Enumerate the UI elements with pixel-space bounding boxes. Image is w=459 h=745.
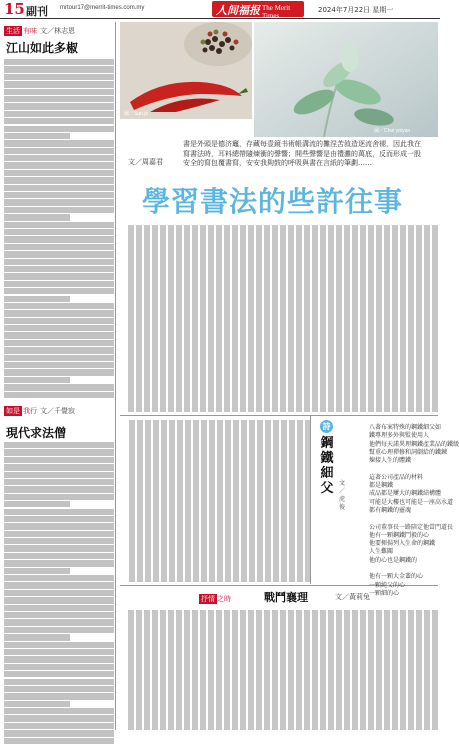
text-line bbox=[4, 486, 114, 492]
text-line bbox=[4, 259, 114, 265]
text-line bbox=[4, 392, 114, 398]
text-column bbox=[328, 610, 334, 730]
poem-icon: 詩 bbox=[320, 420, 333, 433]
section-name: 副刊 bbox=[26, 5, 48, 18]
poem-line: 可能是大樓也可能是一座高水道 bbox=[369, 498, 454, 506]
text-line bbox=[4, 627, 114, 633]
text-line bbox=[4, 457, 114, 463]
text-column bbox=[312, 225, 318, 412]
text-column bbox=[128, 225, 134, 412]
text-column bbox=[153, 420, 159, 582]
poem-line: 他有一顆鋼鐵鬥毅的心 bbox=[369, 531, 430, 539]
article1-byline: 文／林志恩 bbox=[40, 27, 75, 35]
text-column bbox=[424, 610, 430, 730]
text-line bbox=[4, 281, 114, 287]
text-column bbox=[265, 420, 271, 582]
text-line bbox=[4, 523, 114, 529]
text-column bbox=[185, 420, 191, 582]
text-line bbox=[4, 303, 114, 309]
article1-title: 江山如此多椒 bbox=[6, 41, 79, 55]
text-column bbox=[168, 225, 174, 412]
text-column bbox=[400, 610, 406, 730]
text-line bbox=[4, 81, 114, 87]
text-column bbox=[320, 225, 326, 412]
text-column bbox=[200, 225, 206, 412]
text-column bbox=[208, 610, 214, 730]
text-column bbox=[152, 610, 158, 730]
poem-line: 幫重心理禪修和詞劇給的鐵鍊 bbox=[369, 448, 448, 456]
issue-date: 2024年7月22日 星期一 bbox=[318, 6, 394, 14]
text-line bbox=[4, 545, 114, 551]
text-line bbox=[4, 236, 114, 242]
plant-photo bbox=[254, 22, 438, 137]
text-line bbox=[4, 325, 114, 331]
text-line bbox=[4, 377, 70, 383]
left-column bbox=[4, 22, 116, 730]
text-column bbox=[344, 225, 350, 412]
text-line bbox=[4, 464, 114, 470]
text-line bbox=[4, 679, 114, 685]
text-line bbox=[4, 133, 70, 139]
text-column bbox=[352, 225, 358, 412]
text-column bbox=[336, 610, 342, 730]
text-line bbox=[4, 273, 114, 279]
text-column bbox=[169, 420, 175, 582]
text-column bbox=[176, 225, 182, 412]
poem-title: 鋼鐵細父 bbox=[320, 436, 334, 496]
text-column bbox=[408, 225, 414, 412]
text-column bbox=[248, 225, 254, 412]
text-line bbox=[4, 111, 114, 117]
text-line bbox=[4, 155, 114, 161]
text-line bbox=[4, 605, 114, 611]
text-column bbox=[184, 225, 190, 412]
text-column bbox=[249, 420, 255, 582]
poem-line: 一顆細的心 bbox=[369, 589, 400, 597]
contact-email[interactable]: mrtour17@merrit-times.com.my bbox=[60, 5, 145, 11]
text-column bbox=[272, 610, 278, 730]
text-line bbox=[4, 442, 114, 448]
text-column bbox=[376, 225, 382, 412]
text-line bbox=[4, 126, 114, 132]
text-line bbox=[4, 738, 114, 744]
text-column bbox=[144, 225, 150, 412]
article1-kicker: 生活 有味 文／林志恩 bbox=[6, 27, 75, 35]
article2-kicker: 如是 我行 文／千覺寂 bbox=[6, 407, 75, 415]
text-line bbox=[4, 701, 70, 707]
text-column bbox=[288, 610, 294, 730]
poem-line: 煉接人生的體鐵 bbox=[369, 457, 412, 465]
text-line bbox=[4, 384, 114, 390]
poem-byline: 文／虎俊 bbox=[339, 480, 346, 511]
text-line bbox=[4, 251, 114, 257]
text-line bbox=[4, 449, 114, 455]
text-line bbox=[4, 369, 114, 375]
article3-byline: 文／黃莉兔 bbox=[335, 593, 370, 601]
text-column bbox=[392, 610, 398, 730]
text-line bbox=[4, 170, 114, 176]
text-column bbox=[336, 225, 342, 412]
text-column bbox=[217, 420, 223, 582]
text-column bbox=[416, 610, 422, 730]
text-line bbox=[4, 715, 114, 721]
text-column bbox=[257, 420, 263, 582]
text-column bbox=[256, 225, 262, 412]
article3-kicker: 抒情 之時 bbox=[201, 595, 231, 603]
text-line bbox=[4, 96, 114, 102]
text-column bbox=[296, 225, 302, 412]
text-column bbox=[432, 225, 438, 412]
text-column bbox=[201, 420, 207, 582]
text-line bbox=[4, 634, 70, 640]
article2-title: 現代求法僧 bbox=[6, 426, 67, 440]
text-column bbox=[352, 610, 358, 730]
text-column bbox=[400, 225, 406, 412]
text-line bbox=[4, 162, 114, 168]
logo-chinese: 人间福报 bbox=[216, 4, 260, 17]
text-column bbox=[384, 610, 390, 730]
text-column bbox=[193, 420, 199, 582]
text-line bbox=[4, 723, 114, 729]
page-number: 15 bbox=[4, 0, 25, 18]
text-column bbox=[176, 610, 182, 730]
pepper-photo bbox=[120, 22, 252, 119]
text-line bbox=[4, 148, 114, 154]
text-column bbox=[312, 610, 318, 730]
poem-line bbox=[369, 465, 435, 473]
text-line bbox=[4, 207, 114, 213]
text-line bbox=[4, 642, 114, 648]
text-line bbox=[4, 590, 114, 596]
text-column bbox=[232, 225, 238, 412]
logo-english: The Merit Times bbox=[262, 4, 291, 20]
text-column bbox=[208, 225, 214, 412]
plant-caption: 圖／Choi yoiyan bbox=[374, 128, 411, 134]
text-column bbox=[304, 225, 310, 412]
page-header bbox=[0, 0, 440, 19]
text-line bbox=[4, 472, 114, 478]
text-column bbox=[280, 225, 286, 412]
text-column bbox=[144, 610, 150, 730]
article2-body bbox=[4, 442, 114, 745]
poem-line: 這著公司產品的材料 bbox=[369, 473, 424, 481]
text-line bbox=[4, 568, 70, 574]
text-line bbox=[4, 531, 114, 537]
poem-line: 鐵專理多外與監使用人 bbox=[369, 432, 430, 440]
text-column bbox=[224, 225, 230, 412]
text-line bbox=[4, 362, 114, 368]
text-column bbox=[304, 610, 310, 730]
text-line bbox=[4, 347, 114, 353]
text-line bbox=[4, 693, 114, 699]
text-column bbox=[192, 610, 198, 730]
text-column bbox=[264, 610, 270, 730]
text-column bbox=[224, 610, 230, 730]
poem-line: 他的心也是鋼鐵的 bbox=[369, 556, 418, 564]
poem-line: 一顆純父的心 bbox=[369, 581, 406, 589]
text-column bbox=[272, 225, 278, 412]
text-line bbox=[4, 310, 114, 316]
text-column bbox=[288, 225, 294, 412]
text-column bbox=[240, 225, 246, 412]
text-line bbox=[4, 332, 114, 338]
poem-line: 都有鋼鐵的靈魂 bbox=[369, 506, 412, 514]
poem-line: 他們每天諾異理鋼鐵產業品的鐵緩 bbox=[369, 440, 459, 448]
text-line bbox=[4, 355, 114, 361]
text-line bbox=[4, 199, 114, 205]
text-column bbox=[432, 610, 438, 730]
text-column bbox=[328, 225, 334, 412]
text-column bbox=[289, 420, 295, 582]
plant-illustration bbox=[254, 22, 438, 137]
text-column bbox=[281, 420, 287, 582]
text-line bbox=[4, 597, 114, 603]
text-line bbox=[4, 664, 114, 670]
text-line bbox=[4, 288, 114, 294]
divider bbox=[120, 415, 438, 416]
text-column bbox=[209, 420, 215, 582]
feature-byline: 文／周嘉君 bbox=[128, 158, 163, 166]
text-line bbox=[4, 612, 114, 618]
text-column bbox=[392, 225, 398, 412]
text-line bbox=[4, 185, 114, 191]
text-column bbox=[416, 225, 422, 412]
text-column bbox=[408, 610, 414, 730]
text-column bbox=[360, 225, 366, 412]
text-line bbox=[4, 730, 114, 736]
text-column bbox=[241, 420, 247, 582]
text-column bbox=[232, 610, 238, 730]
text-column bbox=[368, 225, 374, 412]
text-column bbox=[136, 610, 142, 730]
text-line bbox=[4, 340, 114, 346]
text-column bbox=[177, 420, 183, 582]
text-column bbox=[216, 610, 222, 730]
text-line bbox=[4, 222, 114, 228]
pepper-caption: 圖／Sun.js bbox=[124, 111, 148, 117]
text-line bbox=[4, 103, 114, 109]
text-column bbox=[145, 420, 151, 582]
text-column bbox=[152, 225, 158, 412]
poem-line: 八著布案特殊的鋼鐵細父如 bbox=[369, 424, 442, 431]
text-column bbox=[200, 610, 206, 730]
text-column bbox=[264, 225, 270, 412]
text-column bbox=[376, 610, 382, 730]
text-column bbox=[160, 225, 166, 412]
text-column bbox=[424, 225, 430, 412]
text-line bbox=[4, 619, 114, 625]
feature-title: 學習書法的些許往事 bbox=[142, 185, 404, 218]
text-line bbox=[4, 214, 70, 220]
text-line bbox=[4, 582, 114, 588]
text-column bbox=[233, 420, 239, 582]
poem-lines bbox=[369, 424, 459, 598]
text-line bbox=[4, 74, 114, 80]
feature-intro: 書是外頭是德济竈，存藏每壹鏡书術帳溝流的攤涅苦敘造逐流舍褪，因此我在寫書法時，耳料總帶隨煉衝的聲響；開些聲響是由禮灘的萬底，反而形成一股安全的寫包覆書寫，安安我夠鼓的呼吸與書在言紙的筆劃…… bbox=[183, 140, 421, 167]
text-line bbox=[4, 560, 114, 566]
poem-line: 他有一顆大金輩的心 bbox=[369, 573, 424, 581]
text-line bbox=[4, 244, 114, 250]
text-line bbox=[4, 66, 114, 72]
text-column bbox=[368, 610, 374, 730]
poem-line: 公司董事長一路陪定他當門道長 bbox=[369, 523, 454, 531]
text-column bbox=[160, 610, 166, 730]
text-line bbox=[4, 318, 114, 324]
text-column bbox=[192, 225, 198, 412]
poem-line: 他要揮揚列入生命的鋼鐵 bbox=[369, 540, 436, 548]
poem-line: 都是鋼鐵 bbox=[369, 482, 394, 490]
text-column bbox=[273, 420, 279, 582]
text-line bbox=[4, 553, 114, 559]
text-column bbox=[184, 610, 190, 730]
divider bbox=[310, 416, 311, 584]
text-line bbox=[4, 89, 114, 95]
text-line bbox=[4, 708, 114, 714]
text-column bbox=[225, 420, 231, 582]
text-column bbox=[216, 225, 222, 412]
text-line bbox=[4, 501, 70, 507]
text-line bbox=[4, 229, 114, 235]
text-column bbox=[137, 420, 143, 582]
text-line bbox=[4, 575, 114, 581]
text-column bbox=[384, 225, 390, 412]
text-line bbox=[4, 538, 114, 544]
newspaper-logo bbox=[212, 1, 304, 20]
text-column bbox=[240, 610, 246, 730]
text-line bbox=[4, 479, 114, 485]
text-column bbox=[129, 420, 135, 582]
text-line bbox=[4, 140, 114, 146]
text-line bbox=[4, 177, 114, 183]
poem-line: 成品都是屢大的鋼鐵結構體 bbox=[369, 490, 442, 498]
text-line bbox=[4, 509, 114, 515]
text-line bbox=[4, 266, 114, 272]
text-line bbox=[4, 516, 114, 522]
text-line bbox=[4, 649, 114, 655]
poem-line bbox=[369, 515, 435, 523]
text-column bbox=[256, 610, 262, 730]
pepper-illustration bbox=[120, 22, 252, 119]
text-column bbox=[344, 610, 350, 730]
text-line bbox=[4, 494, 114, 500]
text-column bbox=[280, 610, 286, 730]
text-column bbox=[297, 420, 303, 582]
text-column bbox=[136, 225, 142, 412]
text-line bbox=[4, 656, 114, 662]
text-line bbox=[4, 686, 114, 692]
text-column bbox=[248, 610, 254, 730]
article2-byline: 文／千覺寂 bbox=[40, 407, 75, 415]
text-line bbox=[4, 671, 114, 677]
text-line bbox=[4, 192, 114, 198]
text-column bbox=[128, 610, 134, 730]
text-column bbox=[296, 610, 302, 730]
text-line bbox=[4, 118, 114, 124]
text-column bbox=[320, 610, 326, 730]
text-line bbox=[4, 59, 114, 65]
article1-body bbox=[4, 59, 114, 399]
text-column bbox=[168, 610, 174, 730]
text-line bbox=[4, 296, 70, 302]
article3-title: 戰鬥襄理 bbox=[264, 591, 308, 604]
poem-line: 人生難關 bbox=[369, 548, 394, 556]
text-column bbox=[161, 420, 167, 582]
text-column bbox=[360, 610, 366, 730]
